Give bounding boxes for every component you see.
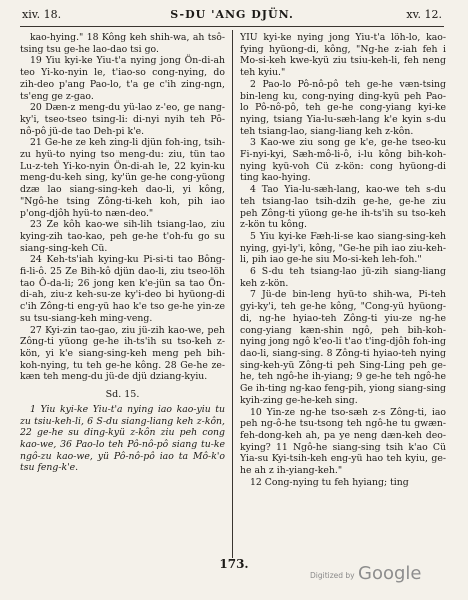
digitized-by-label: Digitized by — [310, 571, 355, 580]
paragraph: kao-hying." 18 Kông keh shih-wa, ah tsô-tsing tsu ge-he lao-dao tsi go. — [20, 32, 225, 55]
page-number: 173. — [219, 557, 249, 571]
paragraph: 7 Jü-de bin-leng hyü-to shih-wa, Pi-teh gyi-ky'i, teh ge-he kông, "Cong-yü hyüong-di, ng-he hyiao-teh Zông-ti yiu-ze ng-he cong-yiang kæn-shin ngô, peh bih-koh-nying jong ngô k'eo-li t'ao t'ing-djôh foh-ing dao-li, siang-sing. 8 Zông-ti hyiao-teh nying sing-keh-yü Zông-ti peh Sing-Ling peh ge-he, teh ngô-he ih-yiang; 9 ge-he teh ngô-he Ge ih-ting ng-kao feng-pih, yiong siang-sing kyih-zing ge-he-keh sing. — [240, 289, 446, 406]
paragraph: 20 Dæn-z meng-du yü-lao z-'eo, ge nang-ky'i, tseo-tseo tsing-li: di-nyi nyih teh Pô-nô-pô jü-de tao Deh-pi k'e. — [20, 102, 225, 137]
section-summary: 1 Yiu kyi-ke Yiu-t'a nying iao kao-yiu tu zu tsiu-keh-li, 6 S-du siang-liang keh z-kôn, 22 ge-he su ding-kyü z-kôn ziu peh cong kao-we, 36 Pao-lo teh Pô-nô-pô siang tu-ke ngô-zu kao-we, yü Pô-nô-pô iao ta Mô-k'o tsu feng-k'e. — [20, 403, 225, 474]
paragraph: YIU kyi-ke nying jong Yiu-t'a löh-lo, kao-fying hyüong-di, kông, "Ng-he z-iah feh i Mo-si-keh kwe-kyü ziu tsiu-keh-li, feh neng teh kyiu." — [240, 32, 446, 79]
column-divider — [232, 30, 233, 558]
running-header — [22, 8, 442, 26]
paragraph: 10 Yin-ze ng-he tso-sæh z-s Zông-ti, iao peh ng-ô-he tsu-tsong teh ngô-he tu gwæn-feh-dong-keh ah, pa ye neng dæn-keh deo-kying? 11 Ngô-he siang-sing tsih k'ao Cü Yia-su Kyi-tsih-keh eng-yü hao teh kyiu, ge-he ah z ih-yiang-keh." — [240, 406, 446, 477]
section-title: Sd. 15. — [105, 389, 140, 401]
paragraph: 19 Yiu kyi-ke Yiu-t'a nying jong Ön-di-ah teo Yi-ko-nyin le, t'iao-so cong-nying, do zih-deo p'ang Pao-lo, t'a ge c'ih zing-ngn, ts'eng ge z-gao. — [20, 55, 225, 102]
header-title: S-DU 'ANG DJÜN. — [170, 8, 294, 21]
paragraph: 2 Pao-lo Pô-nô-pô teh ge-he væn-tsing bin-leng ku, cong-nying ding-kyü peh Pao-lo Pô-nô-pô, teh ge-he cong-yiang kyi-ke nying, tsiang Yia-lu-sæh-lang k'e kyin s-du teh tsiang-lao, siang-liang keh z-kôn. — [240, 78, 446, 137]
paragraph: 4 Tao Yia-lu-sæh-lang, kao-we teh s-du teh tsiang-lao tsih-dzih ge-he, ge-he ziu peh Zông-ti yüong ge-he ih-ts'ih su tso-keh z-kön tu kông. — [240, 184, 446, 231]
header-left-chapter: xiv. 18. — [22, 8, 62, 21]
paragraph: 27 Kyi-zin tao-gao, ziu jü-zih kao-we, peh Zông-ti yüong ge-he ih-ts'ih su tso-keh z-kön, yi k'e siang-sing-keh meng peh bih-koh-nying, tu teh ge-he kông. 28 Ge-he ze-kæn teh meng-du jü-de djü dziang-kyiu. — [20, 324, 225, 383]
right-column — [240, 32, 446, 547]
paragraph: 21 Ge-he ze keh zing-li djün foh-ing, tsih-zu hyü-to nying tso meng-du: ziu, tün tao Lu-z-teh Yi-ko-nyin Ön-di-ah le, 22 kyin-ku meng-du-keh sing, ky'ün ge-he cong-yüong dzæ lao siang-sing-keh dao-li, yi kông, "Ngô-he tsing Zông-ti-keh koh, pih iao p'ong-djôh hyü-to næn-deo." — [20, 137, 225, 219]
paragraph: 24 Keh-ts'iah kying-ku Pi-si-ti tao Bông-fi-li-ô. 25 Ze Bih-kô djün dao-li, ziu tseo-löh tao Ô-da-li; 26 jong ken k'e-jün sa tao Ön-di-ah, ziu-z keh-su-ze ky'i-deo bi hyüong-di c'ih Zông-ti eng-yü hao k'e tso ge-he yin-ze su tsu-siang-keh ming-veng. — [20, 254, 225, 324]
header-rule — [20, 26, 444, 27]
header-right-chapter: xv. 12. — [406, 8, 442, 21]
paragraph: 3 Kao-we ziu song ge k'e, ge-he tseo-ku Fi-nyi-kyi, Sæh-mô-li-ô, i-lu kông bih-koh-nying kyü-voh Cü z-kön: cong hyüong-di ting kao-hying. — [240, 137, 446, 184]
paragraph: 23 Ze kôh kao-we sih-lih tsiang-lao, ziu kying-zih tao-kao, peh ge-he t'oh-fu go su siang-sing-keh Cü. — [20, 219, 225, 254]
paragraph: 5 Yiu kyi-ke Fæh-li-se kao siang-sing-keh nying, gyi-ly'i, kông, "Ge-he pih iao ziu-keh-li, pih iao ge-he siu Mo-si-keh leh-foh." — [240, 230, 446, 266]
left-column — [20, 32, 225, 547]
google-watermark: Google — [358, 563, 422, 584]
paragraph: 6 S-du teh tsiang-lao jü-zih siang-liang keh z-kön. — [240, 266, 446, 289]
paragraph: 12 Cong-nying tu feh hyiang; ting — [250, 476, 409, 488]
